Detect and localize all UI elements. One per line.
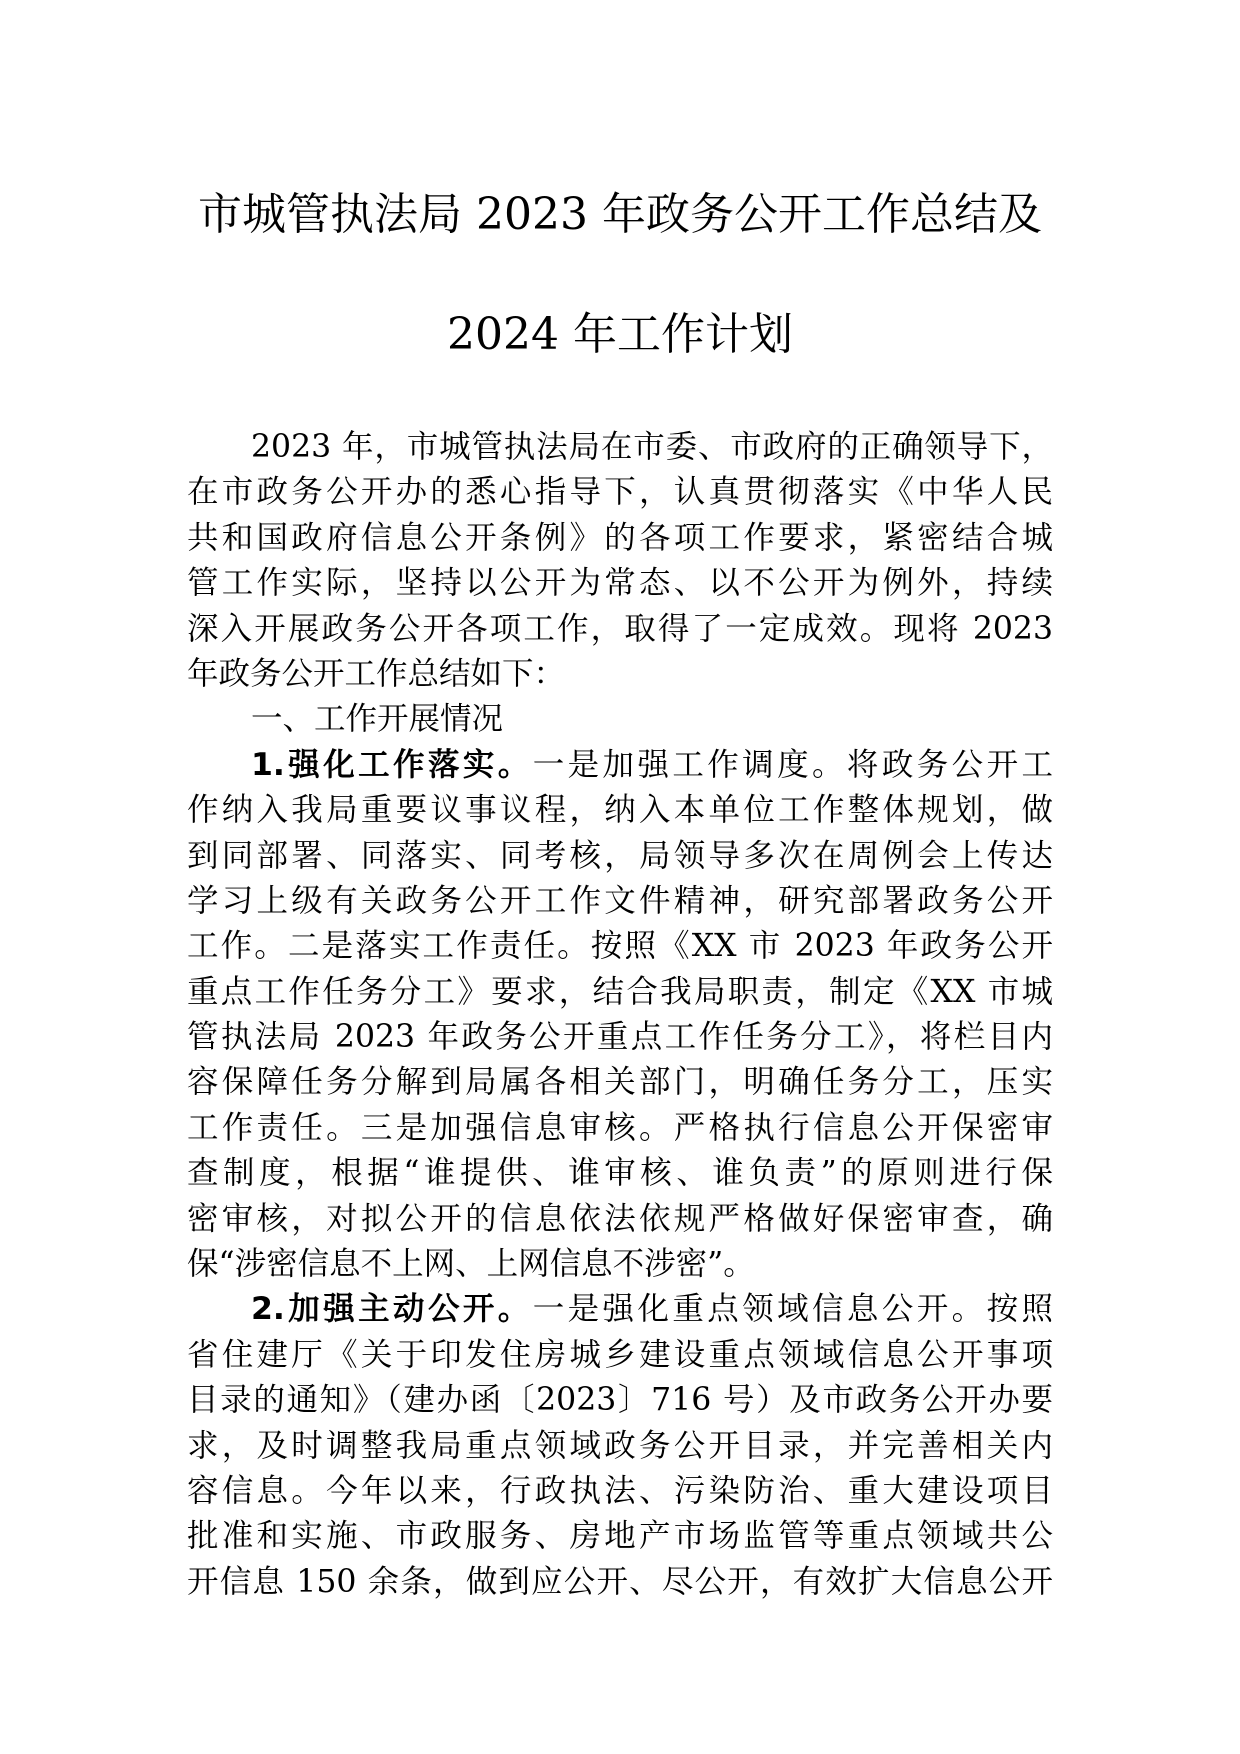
item-2-line: 求，及时调整我局重点领域政务公开目录，并完善相关内: [187, 1427, 1053, 1464]
item-2-first-line-text: 一是强化重点领域信息公开。按照: [532, 1291, 1053, 1328]
item-1-line: 重点工作任务分工》要求，结合我局职责，制定《XX 市城: [187, 973, 1053, 1010]
item-1-line: 容保障任务分解到局属各相关部门，明确任务分工，压实: [187, 1064, 1053, 1101]
item-1-line: 学习上级有关政务公开工作文件精神，研究部署政务公开: [187, 882, 1053, 919]
item-1-line: 保“涉密信息不上网、上网信息不涉密”。: [187, 1246, 755, 1283]
item-1-line: 工作。二是落实工作责任。按照《XX 市 2023 年政务公开: [187, 928, 1053, 965]
item-2-line: 省住建厅《关于印发住房城乡建设重点领域信息公开事项: [187, 1336, 1053, 1373]
document-title-line-1: 市城管执法局 2023 年政务公开工作总结及: [198, 189, 1042, 240]
item-1-line: 到同部署、同落实、同考核，局领导多次在周例会上传达: [187, 837, 1053, 874]
item-1-line: 管执法局 2023 年政务公开重点工作任务分工》，将栏目内: [187, 1019, 1053, 1056]
intro-line: 共和国政府信息公开条例》的各项工作要求，紧密结合城: [187, 519, 1053, 556]
intro-line: 2023 年，市城管执法局在市委、市政府的正确领导下，: [251, 429, 1053, 465]
item-1-line: 作纳入我局重要议事议程，纳入本单位工作整体规划，做: [187, 792, 1053, 829]
document-title-line-2: 2024 年工作计划: [447, 309, 793, 360]
item-2-lead: 2.加强主动公开。: [251, 1291, 533, 1328]
item-1-first-line-text: 一是加强工作调度。将政务公开工: [532, 746, 1053, 783]
intro-line: 年政务公开工作总结如下：: [187, 655, 566, 692]
document-body: [187, 425, 1053, 1605]
section-heading: 一、工作开展情况: [251, 701, 504, 738]
item-2-line: 容信息。今年以来，行政执法、污染防治、重大建设项目: [187, 1472, 1053, 1509]
item-2-line: 批准和实施、市政服务、房地产市场监管等重点领域共公: [187, 1518, 1053, 1555]
intro-line: 深入开展政务公开各项工作，取得了一定成效。现将 2023: [187, 610, 1053, 647]
item-2-line: 开信息 150 余条，做到应公开、尽公开，有效扩大信息公开: [187, 1563, 1053, 1600]
item-1-first-line: [187, 743, 1053, 788]
item-1-line: 密审核，对拟公开的信息依法依规严格做好保密审查，确: [187, 1200, 1053, 1237]
item-1-lead: 1.强化工作落实。: [251, 746, 533, 783]
item-1-line: 工作责任。三是加强信息审核。严格执行信息公开保密审: [187, 1109, 1053, 1146]
item-1-line: 查制度，根据“谁提供、谁审核、谁负责”的原则进行保: [187, 1155, 1053, 1192]
intro-line: 管工作实际，坚持以公开为常态、以不公开为例外，持续: [187, 565, 1053, 602]
item-2-line: 目录的通知》（建办函〔2023〕716 号）及市政务公开办要: [187, 1382, 1053, 1419]
intro-line: 在市政务公开办的悉心指导下，认真贯彻落实《中华人民: [187, 474, 1053, 511]
item-2-first-line: [187, 1287, 1053, 1332]
